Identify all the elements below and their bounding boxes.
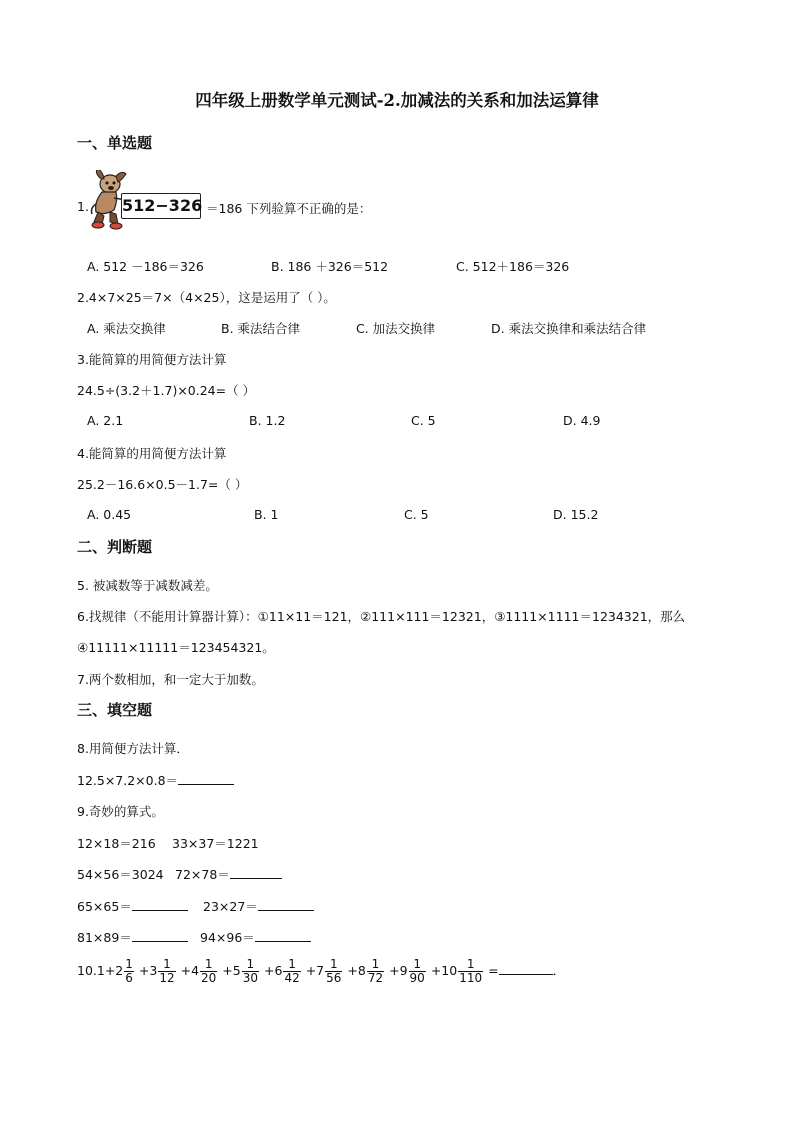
q10-fraction-denominator: 6	[125, 971, 133, 985]
q10-fraction-numerator: 1	[283, 958, 300, 972]
q10-term-op: +9	[389, 963, 408, 978]
q9-row2-right	[175, 865, 282, 883]
q10-fraction-numerator: 1	[242, 958, 259, 972]
q4-expression: 25.2－16.6×0.5－1.7=（ ）	[77, 477, 248, 492]
q9-row4-left	[77, 928, 188, 946]
q9-row3-left-blank[interactable]	[132, 898, 188, 911]
q5-statement: 5. 被减数等于减数减差。	[77, 578, 218, 593]
q4-option-b[interactable]: B. 1	[254, 507, 279, 522]
q1-number: 1.	[77, 199, 89, 214]
q9-row4-right-text: 94×96＝	[200, 930, 255, 945]
q10-lead: 10.1+2	[77, 963, 124, 978]
q9-row3-right-text: 23×27＝	[203, 899, 258, 914]
q4-stem: 4.能简算的用简便方法计算	[77, 446, 227, 461]
q10-fraction-numerator: 1	[158, 958, 175, 972]
q6-statement-line2: ④11111×11111＝123454321。	[77, 640, 275, 655]
q10-term-op: +5	[222, 963, 241, 978]
q10-fraction	[242, 958, 259, 985]
q6-statement-line1: 6.找规律（不能用计算器计算）：①11×11＝121，②111×111＝12321，③1111×1111＝1234321，那么	[77, 609, 686, 624]
q10-fraction	[124, 958, 134, 985]
q10-fraction-numerator: 1	[367, 958, 384, 972]
q9-row4-left-blank[interactable]	[132, 929, 188, 942]
q2-option-b[interactable]: B. 乘法结合律	[221, 321, 301, 336]
q9-row2-right-text: 72×78＝	[175, 867, 230, 882]
q10-equals: =	[488, 963, 499, 978]
q9-stem: 9.奇妙的算式。	[77, 804, 164, 819]
q9-row2-left: 54×56＝3024	[77, 867, 164, 882]
q10-fraction-numerator: 1	[200, 958, 217, 972]
q9-row4-right-blank[interactable]	[255, 929, 311, 942]
q10-fraction	[409, 958, 426, 985]
q10-fraction	[325, 958, 342, 985]
q10-fraction-denominator: 56	[326, 971, 342, 985]
q10-term-op: +7	[305, 963, 325, 978]
q9-row4-left-text: 81×89＝	[77, 930, 132, 945]
q1-option-a[interactable]: A. 512 －186＝326	[87, 259, 204, 274]
q2-option-a[interactable]: A. 乘法交换律	[87, 321, 166, 336]
q10-fraction-denominator: 20	[201, 971, 217, 985]
q1-option-b[interactable]: B. 186 ＋326＝512	[271, 259, 389, 274]
q2-option-c[interactable]: C. 加法交换律	[356, 321, 436, 336]
q10-fraction-denominator: 30	[242, 971, 259, 985]
q8-answer-blank[interactable]	[178, 772, 234, 785]
q9-row4-right	[200, 928, 311, 946]
q10-answer-blank[interactable]	[499, 962, 553, 975]
q10-fraction	[200, 958, 217, 985]
q3-stem: 3.能简算的用简便方法计算	[77, 352, 227, 367]
q10-term-op: +4	[180, 963, 200, 978]
q10-fraction-numerator: 1	[325, 958, 342, 972]
q8-expression-text: 12.5×7.2×0.8＝	[77, 773, 179, 788]
q9-row1-right: 33×37＝1221	[172, 836, 259, 851]
q2-stem: 2.4×7×25＝7×（4×25），这是运用了（ ）。	[77, 290, 336, 305]
page-title: 四年级上册数学单元测试-2.加减法的关系和加法运算律	[195, 91, 599, 110]
q4-option-d[interactable]: D. 15.2	[553, 507, 599, 522]
q9-row3-right	[203, 897, 314, 915]
q10-term-op: +6	[264, 963, 283, 978]
q1-stem: ＝186 下列验算不正确的是：	[206, 201, 372, 216]
q10-fraction	[158, 958, 175, 985]
q10-fraction-numerator: 1	[125, 957, 133, 971]
q9-row3-right-blank[interactable]	[258, 898, 314, 911]
q10-term-op: +10	[430, 963, 458, 978]
q10-term-op: +3	[138, 963, 158, 978]
q3-option-d[interactable]: D. 4.9	[563, 413, 601, 428]
q3-option-a[interactable]: A. 2.1	[87, 413, 124, 428]
q10-expression	[77, 956, 565, 986]
section-heading-fill-blank: 三、填空题	[77, 701, 153, 719]
q1-expression-box: 512−326	[121, 193, 201, 219]
q10-fraction-denominator: 42	[284, 971, 300, 985]
q9-row2-blank[interactable]	[230, 866, 282, 879]
q9-row3-left-text: 65×65＝	[77, 899, 132, 914]
q9-row1-left: 12×18＝216	[77, 836, 156, 851]
q10-fraction	[458, 958, 483, 985]
q8-stem: 8.用简便方法计算．	[77, 741, 189, 756]
q10-fraction-denominator: 90	[409, 971, 425, 985]
q7-statement: 7.两个数相加，和一定大于加数。	[77, 672, 264, 687]
q4-option-a[interactable]: A. 0.45	[87, 507, 132, 522]
q10-fraction-numerator: 1	[458, 958, 483, 972]
section-heading-single-choice: 一、单选题	[77, 134, 153, 152]
q3-option-c[interactable]: C. 5	[411, 413, 436, 428]
q10-fraction	[367, 958, 384, 985]
q10-term-op: +8	[347, 963, 366, 978]
q10-fraction-denominator: 12	[159, 971, 175, 985]
q1-option-c[interactable]: C. 512＋186＝326	[456, 259, 570, 274]
q2-option-d[interactable]: D. 乘法交换律和乘法结合律	[491, 321, 647, 336]
q10-end-period: ．	[552, 963, 566, 978]
q9-row3-left	[77, 897, 188, 915]
q4-option-c[interactable]: C. 5	[404, 507, 429, 522]
q10-fraction-denominator: 110	[459, 971, 483, 985]
q3-option-b[interactable]: B. 1.2	[249, 413, 286, 428]
q10-fraction-numerator: 1	[409, 958, 426, 972]
q10-fraction-denominator: 72	[367, 971, 384, 985]
q3-expression: 24.5÷(3.2＋1.7)×0.24=（ ）	[77, 383, 256, 398]
q8-expression	[77, 771, 234, 789]
section-heading-true-false: 二、判断题	[77, 538, 153, 556]
q10-fraction	[283, 958, 300, 985]
